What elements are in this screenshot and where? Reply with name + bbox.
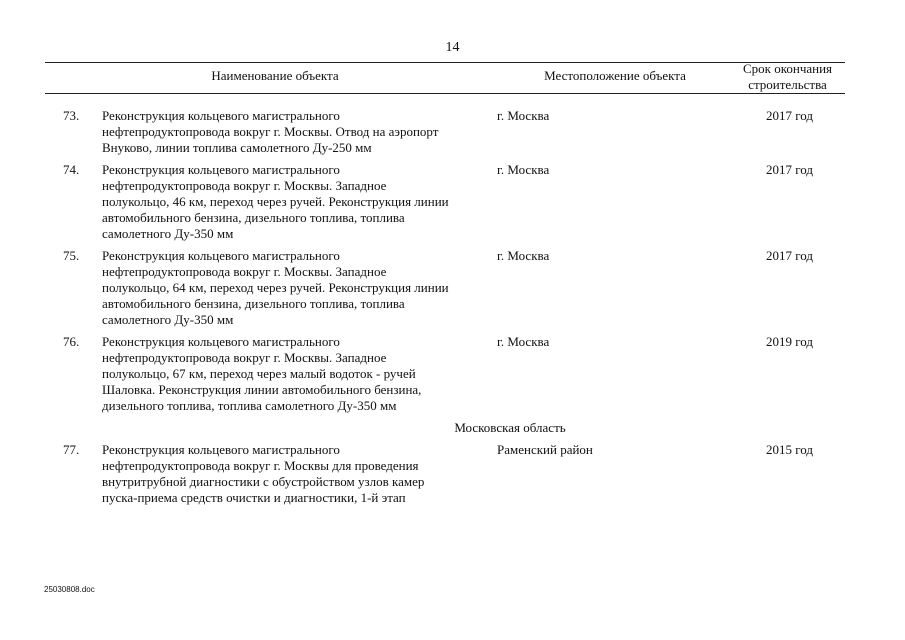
table-header-rule (45, 93, 845, 94)
table-row (0, 108, 905, 156)
row-number: 76. (63, 334, 80, 349)
table-row (0, 334, 905, 414)
row-location: г. Москва (497, 334, 550, 349)
description-line: Шаловка. Реконструкция линии автомобильного бензина, (102, 382, 422, 397)
description-line: Внуково, линии топлива самолетного Ду-250 мм (102, 140, 372, 155)
header-deadline-line1: Срок окончания (742, 61, 833, 76)
description-line: самолетного Ду-350 мм (102, 312, 234, 327)
row-number: 73. (63, 108, 80, 123)
row-deadline: 2015 год (766, 442, 813, 457)
description-line: автомобильного бензина, дизельного топлива, топлива (102, 296, 405, 311)
table-row (0, 162, 905, 242)
description-line: самолетного Ду-350 мм (102, 226, 234, 241)
row-location: г. Москва (497, 162, 550, 177)
row-deadline: 2019 год (766, 334, 813, 349)
row-number: 75. (63, 248, 80, 263)
description-line: Реконструкция кольцевого магистрального (102, 108, 340, 123)
header-location: Местоположение объекта (544, 68, 686, 83)
table-row (0, 442, 905, 506)
description-line: полукольцо, 64 км, переход через ручей. Реконструкция линии (102, 280, 449, 295)
description-line: Реконструкция кольцевого магистрального (102, 442, 340, 457)
footer-filename: 25030808.doc (44, 585, 95, 594)
row-number: 77. (63, 442, 80, 457)
header-deadline-line2: строительства (748, 77, 827, 92)
header-name: Наименование объекта (211, 68, 339, 83)
row-location: Раменский район (497, 442, 593, 457)
description-line: Реконструкция кольцевого магистрального (102, 162, 340, 177)
row-description (102, 334, 482, 414)
description-line: нефтепродуктопровода вокруг г. Москвы. Западное (102, 178, 387, 193)
row-description (102, 442, 482, 506)
description-line: полукольцо, 46 км, переход через ручей. Реконструкция линии (102, 194, 449, 209)
row-description (102, 108, 482, 156)
row-deadline: 2017 год (766, 108, 813, 123)
row-deadline: 2017 год (766, 162, 813, 177)
table-top-rule (45, 62, 845, 63)
description-line: Реконструкция кольцевого магистрального (102, 334, 340, 349)
row-number: 74. (63, 162, 80, 177)
description-line: нефтепродуктопровода вокруг г. Москвы. Западное (102, 350, 387, 365)
description-line: автомобильного бензина, дизельного топлива, топлива (102, 210, 405, 225)
description-line: Реконструкция кольцевого магистрального (102, 248, 340, 263)
description-line: нефтепродуктопровода вокруг г. Москвы. Отвод на аэропорт (102, 124, 439, 139)
row-deadline: 2017 год (766, 248, 813, 263)
row-description (102, 248, 482, 328)
description-line: дизельного топлива, топлива самолетного Ду-350 мм (102, 398, 397, 413)
description-line: пуска-приема средств очистки и диагностики, 1-й этап (102, 490, 406, 505)
rows-before-region (0, 108, 905, 414)
table-body (0, 108, 905, 512)
description-line: нефтепродуктопровода вокруг г. Москвы. Западное (102, 264, 387, 279)
table-row (0, 248, 905, 328)
description-line: внутритрубной диагностики с обустройством узлов камер (102, 474, 425, 489)
description-line: полукольцо, 67 км, переход через малый водоток - ручей (102, 366, 416, 381)
description-line: нефтепродуктопровода вокруг г. Москвы для проведения (102, 458, 419, 473)
rows-after-region (0, 442, 905, 506)
region-heading: Московская область (454, 420, 566, 435)
row-location: г. Москва (497, 248, 550, 263)
header-deadline (735, 61, 840, 93)
page-number: 14 (445, 40, 460, 55)
row-location: г. Москва (497, 108, 550, 123)
row-description (102, 162, 482, 242)
